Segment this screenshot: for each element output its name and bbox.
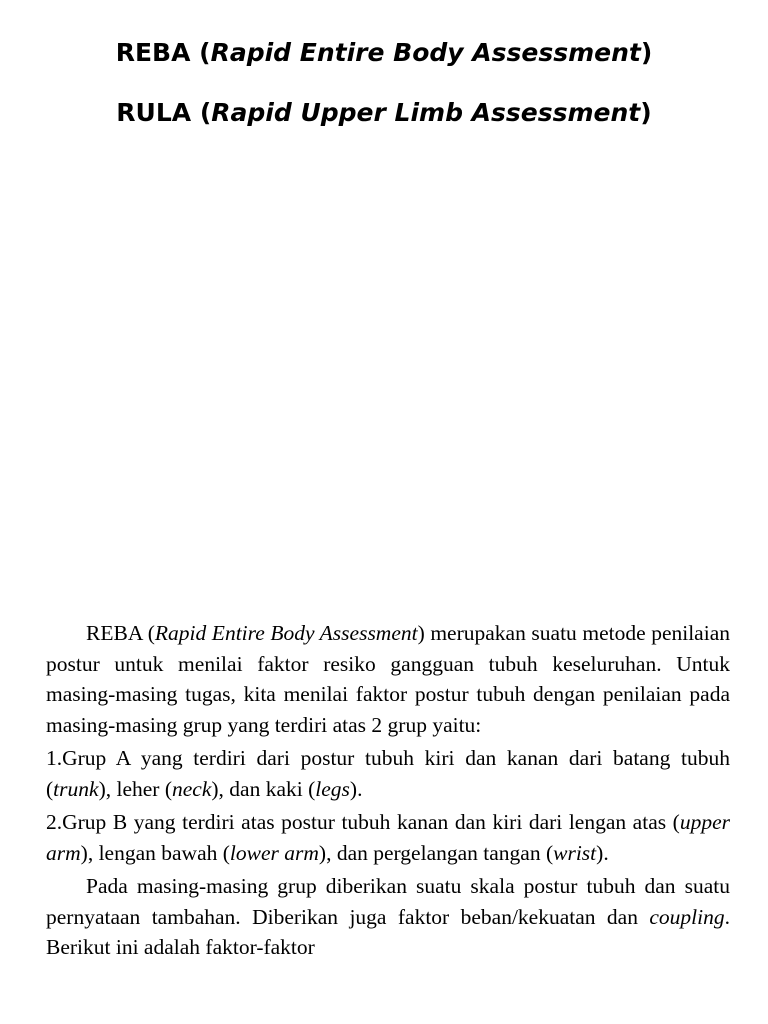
p2-text-3: ), dan kaki ( [211,776,316,801]
p1-text-1: REBA ( [86,621,155,645]
title-reba [0,38,768,68]
title-rula-close: ) [640,98,652,127]
p2-italic-1: trunk [53,776,99,801]
p2-italic-3: legs [315,776,350,801]
p1-text-2: ) merupakan suatu metode penilaian postur untuk menilai faktor resiko gangguan tubuh keseluruhan. Untuk masing-masing tugas, kita menilai faktor postur tubuh dengan penilaian pada masing-masing grup yang terdiri atas 2 grup yaitu: [46,621,730,737]
title-rula-open: ( [191,98,212,127]
p3-text-4: ). [596,840,609,865]
paragraph-group-a [46,743,730,804]
p4-text-2: . Berikut ini adalah faktor-faktor [46,904,730,959]
title-reba-close: ) [640,38,653,67]
p3-italic-2: lower arm [229,840,319,865]
title-reba-full: Rapid Entire Body Assessment [210,38,641,67]
p3-text-2: ), lengan bawah ( [80,840,230,865]
p3-text-1: 2.Grup B yang terdiri atas postur tubuh kanan dan kiri dari lengan atas ( [46,810,680,834]
p2-italic-2: neck [171,776,212,801]
p4-italic-1: coupling [649,904,725,929]
p1-italic-1: Rapid Entire Body Assessment [154,621,418,645]
p2-text-2: ), leher ( [98,776,172,801]
p4-text-1: Pada masing-masing grup diberikan suatu skala postur tubuh dan suatu pernyataan tambahan. Diberikan juga faktor beban/kekuatan dan [46,874,730,929]
p3-text-3: ), dan pergelangan tangan ( [318,840,554,865]
p2-text-1: 1.Grup A yang terdiri dari postur tubuh kiri dan kanan dari batang tubuh ( [46,746,730,801]
title-rula-full: Rapid Upper Limb Assessment [211,98,641,127]
p3-italic-3: wrist [553,840,597,865]
p2-text-4: ). [349,776,363,801]
p3-italic-1: upper arm [46,810,730,865]
title-reba-open: ( [190,38,211,67]
title-reba-abbr: REBA [115,38,191,67]
title-rula [0,98,768,128]
body-text [46,618,730,966]
paragraph-scale [46,871,730,963]
title-rula-abbr: RULA [116,98,192,127]
paragraph-group-b [46,807,730,868]
paragraph-reba-definition [46,618,730,740]
